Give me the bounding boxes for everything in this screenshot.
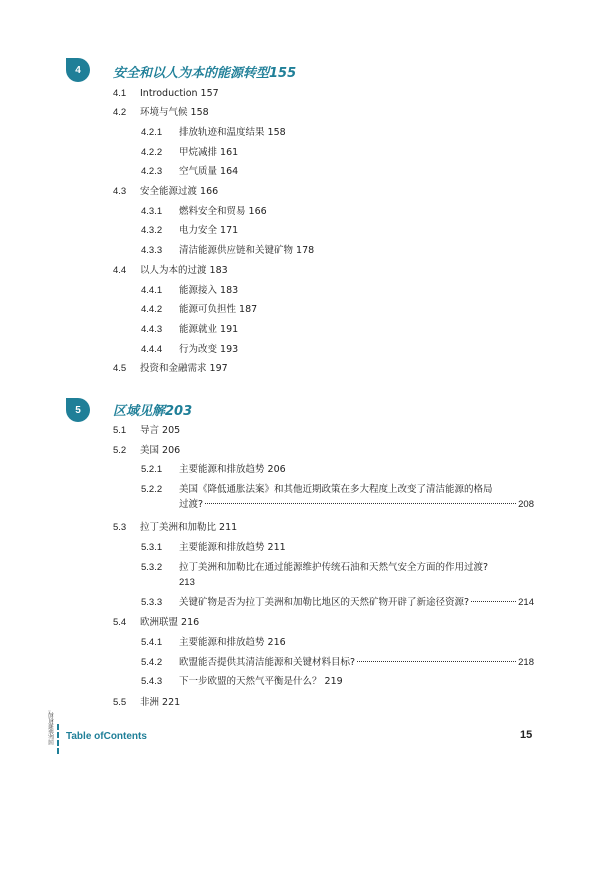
chapter-4-badge: 4 (66, 58, 90, 82)
side-dashed-rule (57, 724, 59, 754)
toc-entry-5-3-2-text[interactable]: 拉丁美洲和加勒比在通过能源维护传统石油和天然气安全方面的作用过渡? 213 (179, 562, 489, 588)
toc-entry-5-3-3-text[interactable]: 关键矿物是否为拉丁美洲和加勒比地区的天然矿物开辟了新途径资源? 214 (179, 597, 534, 608)
chapter-5-badge: 5 (66, 398, 90, 422)
toc-entry-5-2-2-text[interactable]: 美国《降低通胀法案》和其他近期政策在多大程度上改变了清洁能源的格局 过渡? 208 (179, 484, 534, 510)
dot-leader (471, 601, 516, 602)
dot-leader (357, 661, 516, 662)
chapter-4-title[interactable]: 安全和以人为本的能源转型155 (113, 66, 297, 81)
toc-entry-5-4-2-text[interactable]: 欧盟能否提供其清洁能源和关键材料目标? 218 (179, 657, 534, 668)
chapter-5-title[interactable]: 区域见解203 (113, 404, 193, 419)
dot-leader (205, 503, 516, 504)
side-copyright-mark: 国际能源机构。 (49, 706, 55, 746)
page-number: 15 (520, 729, 533, 741)
footer-section-label: Table ofContents (66, 731, 147, 742)
